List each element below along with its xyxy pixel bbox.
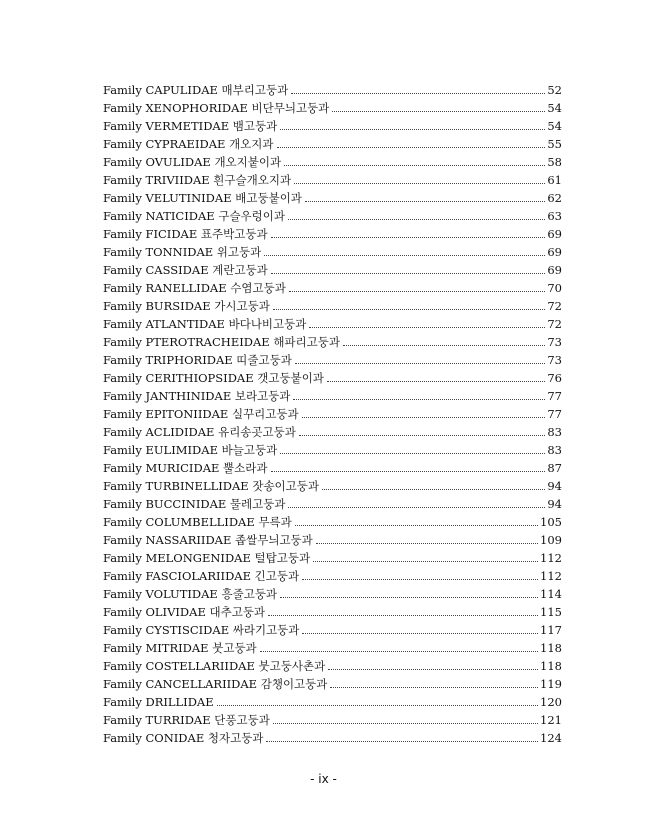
toc-entry[interactable]: [103, 657, 562, 675]
toc-entry-label: Family ACLIDIDAE 유리송곳고둥과: [103, 425, 296, 439]
toc-entry[interactable]: [103, 99, 562, 117]
dot-leader: [280, 453, 545, 454]
toc-entry-page: 54: [547, 101, 562, 115]
toc-entry-page: 124: [540, 731, 562, 745]
dot-leader: [284, 165, 545, 166]
toc-entry[interactable]: [103, 549, 562, 567]
dot-leader: [288, 507, 545, 508]
toc-entry[interactable]: [103, 477, 562, 495]
dot-leader: [271, 471, 546, 472]
toc-entry-label: Family VOLUTIDAE 흥줄고둥과: [103, 587, 278, 601]
toc-entry[interactable]: [103, 243, 562, 261]
dot-leader: [322, 489, 545, 490]
dot-leader: [327, 381, 545, 382]
toc-entry[interactable]: [103, 297, 562, 315]
dot-leader: [330, 687, 538, 688]
toc-entry-page: 55: [547, 137, 562, 151]
toc-entry-page: 73: [547, 353, 562, 367]
dot-leader: [343, 345, 545, 346]
toc-entry[interactable]: [103, 225, 562, 243]
toc-entry[interactable]: [103, 585, 562, 603]
dot-leader: [273, 309, 546, 310]
toc-entry-label: Family DRILLIDAE: [103, 695, 214, 709]
toc-entry-page: 72: [547, 299, 562, 313]
toc-entry-page: 62: [547, 191, 562, 205]
toc-entry-label: Family TURRIDAE 단풍고둥과: [103, 713, 270, 727]
toc-entry-page: 58: [547, 155, 562, 169]
toc-entry[interactable]: [103, 207, 562, 225]
dot-leader: [277, 147, 546, 148]
toc-entry-label: Family BURSIDAE 가시고둥과: [103, 299, 270, 313]
toc-entry-label: Family EPITONIIDAE 실꾸리고둥과: [103, 407, 299, 421]
dot-leader: [280, 129, 545, 130]
toc-entry[interactable]: [103, 729, 562, 747]
toc-entry[interactable]: [103, 621, 562, 639]
toc-entry-label: Family TONNIDAE 위고둥과: [103, 245, 262, 259]
toc-entry-page: 69: [547, 245, 562, 259]
toc-entry[interactable]: [103, 387, 562, 405]
toc-entry-page: 121: [540, 713, 562, 727]
toc-entry-page: 83: [547, 425, 562, 439]
toc-entry-label: Family VERMETIDAE 뱀고둥과: [103, 119, 278, 133]
dot-leader: [305, 201, 545, 202]
toc-entry-label: Family COLUMBELLIDAE 무륵과: [103, 515, 292, 529]
toc-entry[interactable]: [103, 423, 562, 441]
toc-entry[interactable]: [103, 189, 562, 207]
toc-entry-label: Family OVULIDAE 개오지붙이과: [103, 155, 282, 169]
toc-entry-page: 83: [547, 443, 562, 457]
dot-leader: [295, 525, 538, 526]
toc-entry-page: 112: [540, 551, 562, 565]
toc-entry-label: Family XENOPHORIDAE 비단무늬고둥과: [103, 101, 330, 115]
dot-leader: [302, 633, 538, 634]
dot-leader: [280, 597, 538, 598]
toc-entry-label: Family OLIVIDAE 대추고둥과: [103, 605, 266, 619]
toc-entry-page: 115: [540, 605, 562, 619]
toc-entry-label: Family CONIDAE 청자고둥과: [103, 731, 264, 745]
toc-entry-page: 118: [540, 659, 562, 673]
dot-leader: [260, 651, 538, 652]
dot-leader: [268, 615, 538, 616]
toc-entry-page: 54: [547, 119, 562, 133]
toc-entry-label: Family COSTELLARIIDAE 붓고둥사촌과: [103, 659, 326, 673]
dot-leader: [293, 399, 545, 400]
toc-entry-page: 77: [547, 389, 562, 403]
dot-leader: [328, 669, 538, 670]
toc-entry[interactable]: [103, 693, 562, 711]
dot-leader: [309, 327, 545, 328]
dot-leader: [288, 219, 545, 220]
toc-entry[interactable]: [103, 495, 562, 513]
toc-entry-label: Family NASSARIIDAE 좁쌀무늬고둥과: [103, 533, 313, 547]
dot-leader: [289, 291, 546, 292]
dot-leader: [332, 111, 545, 112]
toc-entry[interactable]: [103, 441, 562, 459]
dot-leader: [271, 273, 546, 274]
toc-entry-label: Family MELONGENIDAE 털탑고둥과: [103, 551, 311, 565]
toc-entry-label: Family CASSIDAE 계란고둥과: [103, 263, 268, 277]
toc-entry-label: Family CERITHIOPSIDAE 갯고둥붙이과: [103, 371, 324, 385]
toc-entry[interactable]: [103, 459, 562, 477]
dot-leader: [291, 93, 545, 94]
toc-entry-page: 70: [547, 281, 562, 295]
toc-entry[interactable]: [103, 567, 562, 585]
toc-entry[interactable]: [103, 405, 562, 423]
toc-entry-label: Family CAPULIDAE 매부리고둥과: [103, 83, 289, 97]
toc-entry-page: 77: [547, 407, 562, 421]
toc-entry-page: 117: [540, 623, 562, 637]
toc-entry[interactable]: [103, 603, 562, 621]
toc-entry-label: Family ATLANTIDAE 바다나비고둥과: [103, 317, 307, 331]
dot-leader: [266, 741, 538, 742]
toc-entry[interactable]: [103, 81, 562, 99]
toc-entry-page: 63: [547, 209, 562, 223]
dot-leader: [295, 363, 546, 364]
toc-entry[interactable]: [103, 135, 562, 153]
toc-entry-page: 52: [547, 83, 562, 97]
toc-entry[interactable]: [103, 261, 562, 279]
toc-entry-label: Family TRIPHORIDAE 띠줄고둥과: [103, 353, 292, 367]
toc-entry-label: Family TURBINELLIDAE 잣송이고둥과: [103, 479, 319, 493]
toc-entry-page: 109: [540, 533, 562, 547]
toc-entry-page: 69: [547, 263, 562, 277]
toc-entry-label: Family PTEROTRACHEIDAE 해파리고둥과: [103, 335, 340, 349]
toc-entry-page: 105: [540, 515, 562, 529]
toc-entry-label: Family CYPRAEIDAE 개오지과: [103, 137, 274, 151]
toc-entry-page: 94: [547, 479, 562, 493]
toc-entry-label: Family MITRIDAE 붓고둥과: [103, 641, 257, 655]
toc-entry-label: Family CYSTISCIDAE 싸라기고둥과: [103, 623, 300, 637]
toc-entry-page: 72: [547, 317, 562, 331]
toc-entry-page: 73: [547, 335, 562, 349]
toc-entry-label: Family FICIDAE 표주박고둥과: [103, 227, 268, 241]
toc-entry-page: 61: [547, 173, 562, 187]
toc-entry-label: Family FASCIOLARIIDAE 긴고둥과: [103, 569, 300, 583]
toc-entry-page: 120: [540, 695, 562, 709]
dot-leader: [271, 237, 546, 238]
toc-entry[interactable]: [103, 531, 562, 549]
toc-entry-label: Family RANELLIDAE 수염고둥과: [103, 281, 286, 295]
dot-leader: [313, 561, 538, 562]
toc-entry-label: Family BUCCINIDAE 물레고둥과: [103, 497, 286, 511]
toc-entry-label: Family JANTHINIDAE 보라고둥과: [103, 389, 291, 403]
toc-entry-page: 118: [540, 641, 562, 655]
toc-entry-label: Family NATICIDAE 구슬우렁이과: [103, 209, 285, 223]
toc-entry-label: Family CANCELLARIIDAE 감챙이고둥과: [103, 677, 328, 691]
toc-entry[interactable]: [103, 117, 562, 135]
page-number: - ix -: [310, 772, 337, 786]
toc-entry[interactable]: [103, 315, 562, 333]
toc-entry-page: 87: [547, 461, 562, 475]
dot-leader: [302, 579, 538, 580]
toc-entry-page: 69: [547, 227, 562, 241]
toc-entry[interactable]: [103, 333, 562, 351]
toc-entry-page: 76: [547, 371, 562, 385]
toc-entry[interactable]: [103, 639, 562, 657]
dot-leader: [294, 183, 545, 184]
dot-leader: [302, 417, 546, 418]
toc-entry[interactable]: [103, 369, 562, 387]
toc-entry[interactable]: [103, 153, 562, 171]
toc-entry-label: Family VELUTINIDAE 배고둥붙이과: [103, 191, 302, 205]
toc-entry-label: Family EULIMIDAE 바늘고둥과: [103, 443, 278, 457]
toc-entry[interactable]: [103, 711, 562, 729]
toc-entry-page: 112: [540, 569, 562, 583]
dot-leader: [273, 723, 538, 724]
toc-entry[interactable]: [103, 279, 562, 297]
toc-entry[interactable]: [103, 351, 562, 369]
toc-entry[interactable]: [103, 171, 562, 189]
toc-entry-label: Family MURICIDAE 뿔소라과: [103, 461, 268, 475]
dot-leader: [316, 543, 538, 544]
toc-entry-page: 94: [547, 497, 562, 511]
toc-entry-page: 119: [540, 677, 562, 691]
dot-leader: [299, 435, 546, 436]
toc-entry-label: Family TRIVIIDAE 흰구슬개오지과: [103, 173, 292, 187]
toc-entry-page: 114: [540, 587, 562, 601]
toc-entry[interactable]: [103, 513, 562, 531]
table-of-contents: [103, 81, 562, 747]
toc-entry[interactable]: [103, 675, 562, 693]
dot-leader: [264, 255, 545, 256]
dot-leader: [217, 705, 538, 706]
